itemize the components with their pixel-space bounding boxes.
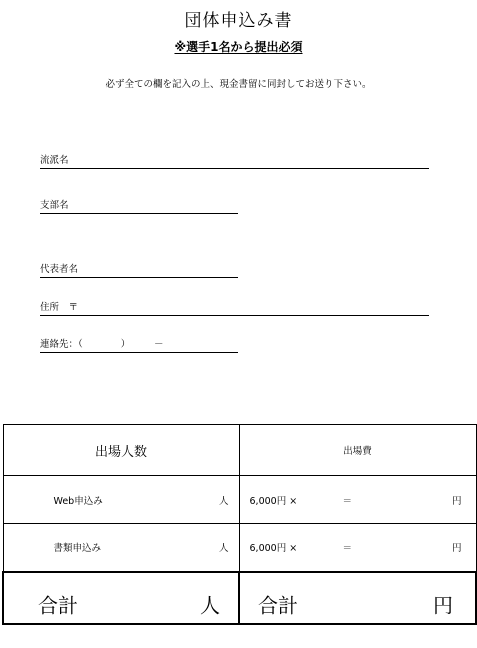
paper-equals: ＝ [342, 543, 353, 555]
web-equals: ＝ [342, 495, 353, 507]
required-notice [0, 38, 477, 55]
contact-field[interactable]: 連絡先：（ ） － [40, 339, 238, 353]
fee-table-header-row [3, 425, 476, 476]
web-yen-unit: 円 [451, 495, 462, 507]
instruction-text: 必ず全ての欄を記入の上、現金書留に同封してお送り下さい。 [105, 79, 372, 90]
required-notice-text: ※選手1名から提出必須 [174, 40, 303, 54]
web-row-label: Web申込み [53, 495, 103, 507]
paper-count-cell[interactable] [3, 524, 239, 572]
paper-fee-cell[interactable] [239, 524, 476, 572]
fee-table [2, 424, 477, 625]
paper-person-unit: 人 [218, 543, 229, 555]
total-count-label: 合計 [38, 593, 78, 617]
paper-price: 6,000円 × [249, 543, 298, 555]
total-fee-cell[interactable] [239, 572, 476, 624]
branch-name-field[interactable]: 支部名 [40, 200, 238, 214]
representative-name-field[interactable]: 代表者名 [40, 264, 238, 278]
web-count-cell[interactable] [3, 476, 239, 524]
paper-row-label: 書類申込み [53, 543, 102, 555]
address-field[interactable]: 住所 〒 [40, 302, 429, 316]
form-title: 団体申込み書 [184, 11, 293, 31]
total-person-unit: 人 [200, 593, 220, 617]
web-fee-cell[interactable] [239, 476, 476, 524]
participants-header: 出場人数 [3, 425, 239, 476]
fee-header: 出場費 [239, 425, 476, 476]
web-price: 6,000円 × [249, 495, 298, 507]
total-yen-unit: 円 [433, 593, 453, 617]
web-person-unit: 人 [218, 495, 229, 507]
total-row [3, 572, 476, 624]
paper-yen-unit: 円 [451, 543, 462, 555]
total-count-cell[interactable] [3, 572, 239, 624]
total-fee-label: 合計 [258, 593, 298, 617]
fee-row-web [3, 476, 476, 524]
fee-row-paper [3, 524, 476, 572]
school-name-field[interactable]: 流派名 [40, 155, 429, 169]
